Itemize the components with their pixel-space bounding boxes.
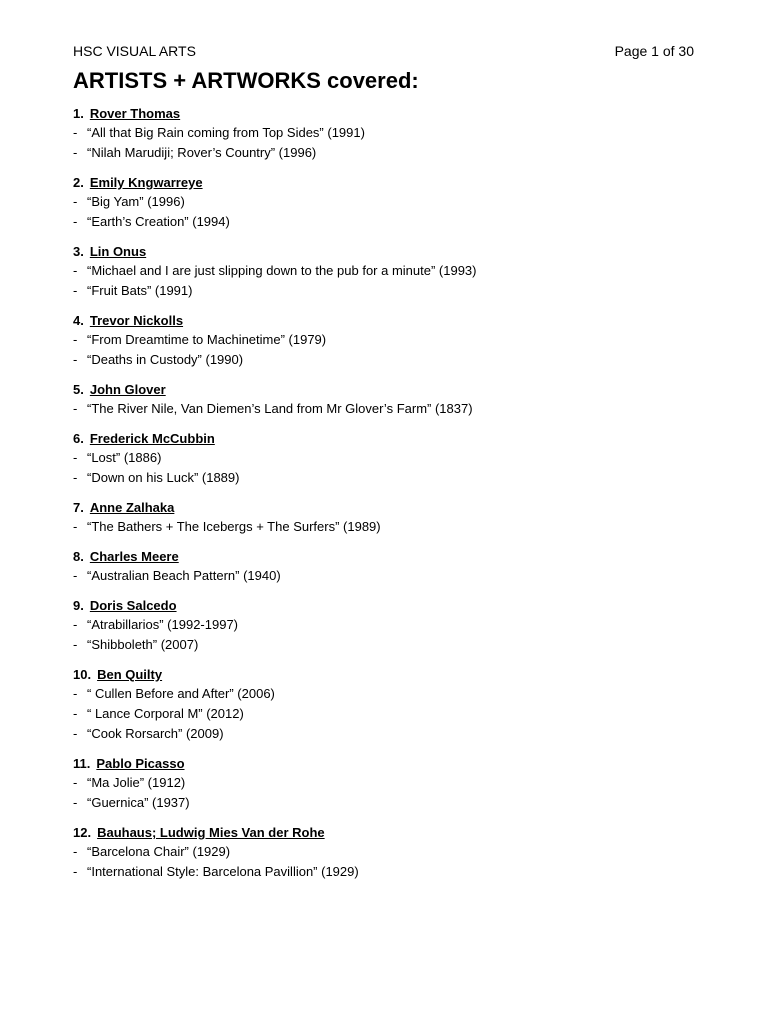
artist-name: Trevor Nickolls [89, 313, 184, 328]
artist-section [73, 311, 694, 370]
dash-bullet: - [73, 450, 78, 465]
artwork-item [73, 517, 694, 537]
artist-name: Charles Meere [89, 549, 179, 564]
artwork-item [73, 350, 694, 370]
dash-bullet: - [73, 637, 78, 652]
artist-number: 1. [73, 106, 84, 121]
artist-heading [73, 665, 694, 684]
artist-number: 8. [73, 549, 84, 564]
artist-name: John Glover [89, 382, 166, 397]
artist-name: Bauhaus; Ludwig Mies Van der Rohe [97, 825, 325, 840]
artwork-item [73, 448, 694, 468]
dash-bullet: - [73, 844, 78, 859]
artwork-item [73, 143, 694, 163]
dash-bullet: - [73, 352, 78, 367]
artist-section [73, 429, 694, 488]
artist-heading [73, 104, 694, 123]
artwork-item [73, 212, 694, 232]
artist-number: 3. [73, 244, 84, 259]
dash-bullet: - [73, 332, 78, 347]
artwork-item [73, 192, 694, 212]
artist-section [73, 498, 694, 537]
dash-bullet: - [73, 706, 78, 721]
artist-section [73, 104, 694, 163]
artwork-title: “ Cullen Before and After” (2006) [87, 686, 275, 701]
artist-section [73, 242, 694, 301]
artist-heading [73, 596, 694, 615]
dash-bullet: - [73, 125, 78, 140]
artwork-item [73, 793, 694, 813]
artwork-item [73, 468, 694, 488]
dash-bullet: - [73, 795, 78, 810]
artist-section [73, 547, 694, 586]
artist-number: 4. [73, 313, 84, 328]
artist-section [73, 380, 694, 419]
artist-number: 6. [73, 431, 84, 446]
artist-section [73, 173, 694, 232]
dash-bullet: - [73, 686, 78, 701]
artwork-title: “From Dreamtime to Machinetime” (1979) [87, 332, 327, 347]
artist-heading [73, 498, 694, 517]
header-course-title: HSC VISUAL ARTS [73, 43, 196, 59]
artwork-title: “Cook Rorsarch” (2009) [87, 726, 224, 741]
artwork-title: “International Style: Barcelona Pavillion” (1929) [87, 864, 359, 879]
artist-section [73, 823, 694, 882]
page-header [73, 42, 694, 60]
artwork-title: “Shibboleth” (2007) [87, 637, 199, 652]
page-number: Page 1 of 30 [614, 43, 694, 59]
artist-heading [73, 242, 694, 261]
dash-bullet: - [73, 194, 78, 209]
artwork-title: “Australian Beach Pattern” (1940) [87, 568, 281, 583]
artist-number: 10. [73, 667, 92, 682]
dash-bullet: - [73, 145, 78, 160]
artist-section [73, 665, 694, 744]
artist-heading [73, 173, 694, 192]
artwork-item [73, 724, 694, 744]
artwork-item [73, 635, 694, 655]
dash-bullet: - [73, 568, 78, 583]
artist-number: 7. [73, 500, 84, 515]
dash-bullet: - [73, 470, 78, 485]
artist-name: Pablo Picasso [96, 756, 185, 771]
artist-number: 11. [73, 756, 91, 771]
artist-heading [73, 823, 694, 842]
artwork-title: “Earth’s Creation” (1994) [87, 214, 230, 229]
artwork-title: “Down on his Luck” (1889) [87, 470, 240, 485]
artist-heading [73, 547, 694, 566]
dash-bullet: - [73, 519, 78, 534]
artwork-item [73, 615, 694, 635]
artwork-item [73, 566, 694, 586]
artwork-item [73, 281, 694, 301]
artwork-item [73, 399, 694, 419]
artist-name: Emily Kngwarreye [89, 175, 203, 190]
artist-number: 2. [73, 175, 84, 190]
dash-bullet: - [73, 617, 78, 632]
artwork-title: “Barcelona Chair” (1929) [87, 844, 231, 859]
artist-number: 9. [73, 598, 84, 613]
artwork-item [73, 684, 694, 704]
dash-bullet: - [73, 726, 78, 741]
dash-bullet: - [73, 214, 78, 229]
artist-heading [73, 754, 694, 773]
dash-bullet: - [73, 775, 78, 790]
artist-section [73, 596, 694, 655]
artist-name: Rover Thomas [89, 106, 181, 121]
artwork-item [73, 862, 694, 882]
artwork-title: “Fruit Bats” (1991) [87, 283, 193, 298]
artist-number: 5. [73, 382, 84, 397]
artwork-title: “All that Big Rain coming from Top Sides” (1991) [87, 125, 365, 140]
artwork-title: “Michael and I are just slipping down to the pub for a minute” (1993) [87, 263, 477, 278]
artwork-title: “Big Yam” (1996) [87, 194, 185, 209]
dash-bullet: - [73, 283, 78, 298]
artist-name: Ben Quilty [97, 667, 163, 682]
artist-heading [73, 429, 694, 448]
artwork-title: “ Lance Corporal M” (2012) [87, 706, 244, 721]
artwork-title: “The River Nile, Van Diemen’s Land from Mr Glover’s Farm” (1837) [87, 401, 473, 416]
artwork-title: “Atrabillarios” (1992-1997) [87, 617, 239, 632]
artist-name: Lin Onus [89, 244, 147, 259]
artist-name: Doris Salcedo [89, 598, 177, 613]
artwork-title: “Lost” (1886) [87, 450, 162, 465]
artist-number: 12. [73, 825, 92, 840]
artwork-title: “Guernica” (1937) [87, 795, 190, 810]
artist-section [73, 754, 694, 813]
document-title: ARTISTS + ARTWORKS covered: [73, 68, 419, 93]
artist-name: Frederick McCubbin [89, 431, 215, 446]
artwork-title: “The Bathers + The Icebergs + The Surfers” (1989) [87, 519, 381, 534]
artist-list [73, 104, 694, 882]
artwork-title: “Ma Jolie” (1912) [87, 775, 186, 790]
artwork-item [73, 123, 694, 143]
dash-bullet: - [73, 263, 78, 278]
artwork-item [73, 261, 694, 281]
artwork-item [73, 330, 694, 350]
dash-bullet: - [73, 864, 78, 879]
artwork-item [73, 704, 694, 724]
artwork-item [73, 842, 694, 862]
artist-heading [73, 311, 694, 330]
artwork-title: “Deaths in Custody” (1990) [87, 352, 244, 367]
artist-heading [73, 380, 694, 399]
artwork-title: “Nilah Marudiji; Rover’s Country” (1996) [87, 145, 317, 160]
artist-name: Anne Zalhaka [89, 500, 175, 515]
dash-bullet: - [73, 401, 78, 416]
artwork-item [73, 773, 694, 793]
